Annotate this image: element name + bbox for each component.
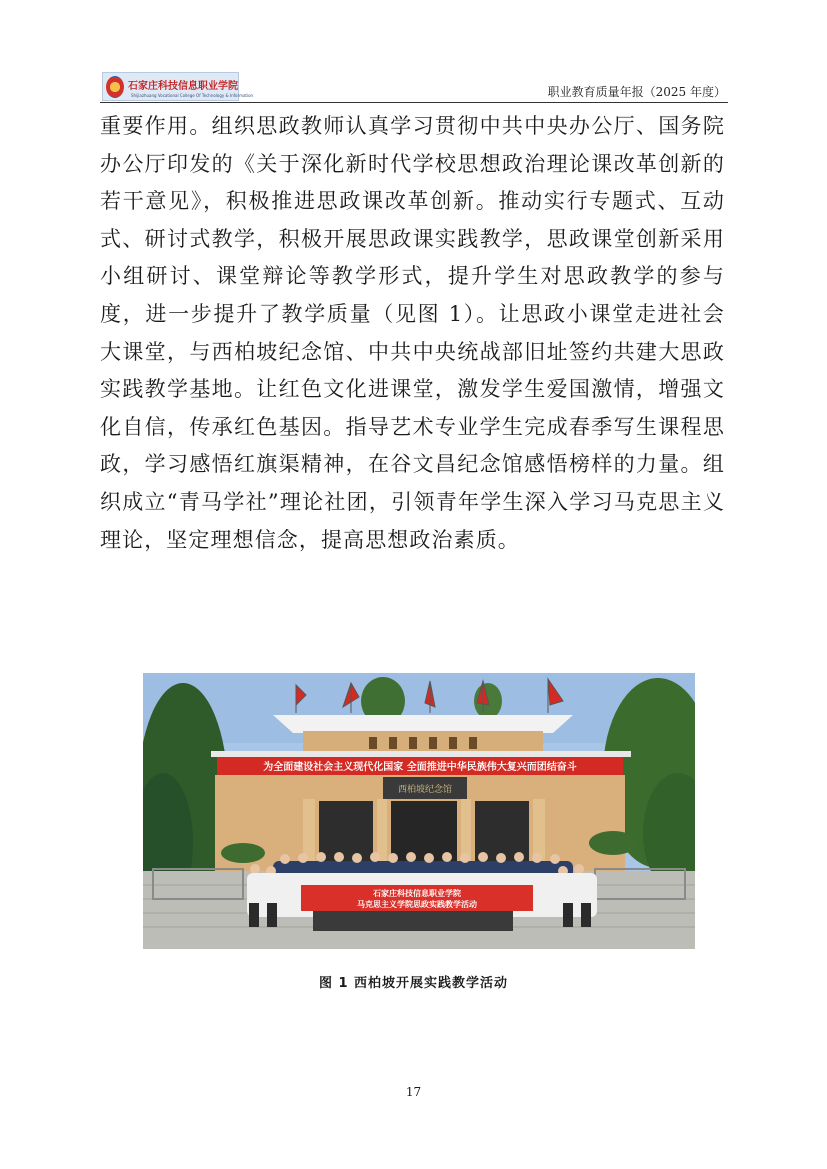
photo-illustration bbox=[143, 673, 695, 949]
group-banner-line1: 石家庄科技信息职业学院 bbox=[373, 889, 461, 898]
logo-text: 石家庄科技信息职业学院 bbox=[128, 80, 238, 92]
page-number: 17 bbox=[405, 1085, 422, 1099]
group-banner-line2: 马克思主义学院思政实践教学活动 bbox=[357, 900, 477, 909]
body-paragraph: 重要作用。组织思政教师认真学习贯彻中共中央办公厅、国务院办公厅印发的《关于深化新时代学校思想政治理论课改革创新的若干意见》，积极推进思政课改革创新。推动实行专题式、互动式、研讨式教学，积极开展思政课实践教学，思政课堂创新采用小组研讨、课堂辩论等教学形式，提升学生对思政教学的参与度，进一步提升了教学质量（见图 1）。让思政小课堂走进社会大课堂，与西柏坡纪念馆、中共中央统战部旧址签约共建大思政实践教学基地。让红色文化进课堂，激发学生爱国激情，增强文化自信，传承红色基因。指导艺术专业学生完成春季写生课程思政，学习感悟红旗渠精神，在谷文昌纪念馆感悟榜样的力量。组织成立“青马学社”理论社团，引领青年学生深入学习马克思主义理论，坚定理想信念，提高思想政治素质。 bbox=[100, 114, 725, 552]
body-text bbox=[100, 108, 725, 559]
photo-banner-text: 为全面建设社会主义现代化国家 全面推进中华民族伟大复兴而团结奋斗 bbox=[263, 762, 577, 773]
photo-plaque-text: 西柏坡纪念馆 bbox=[397, 785, 453, 795]
logo-subtext: Shijiazhuang Vocational College Of Technology & Information bbox=[131, 93, 254, 98]
figure-photo bbox=[143, 673, 695, 949]
college-logo bbox=[102, 72, 254, 101]
figure-caption: 图 1 西柏坡开展实践教学活动 bbox=[318, 976, 509, 991]
college-emblem-icon bbox=[106, 76, 124, 98]
page-header bbox=[100, 70, 728, 103]
report-title: 职业教育质量年报（2025 年度） bbox=[547, 85, 726, 99]
